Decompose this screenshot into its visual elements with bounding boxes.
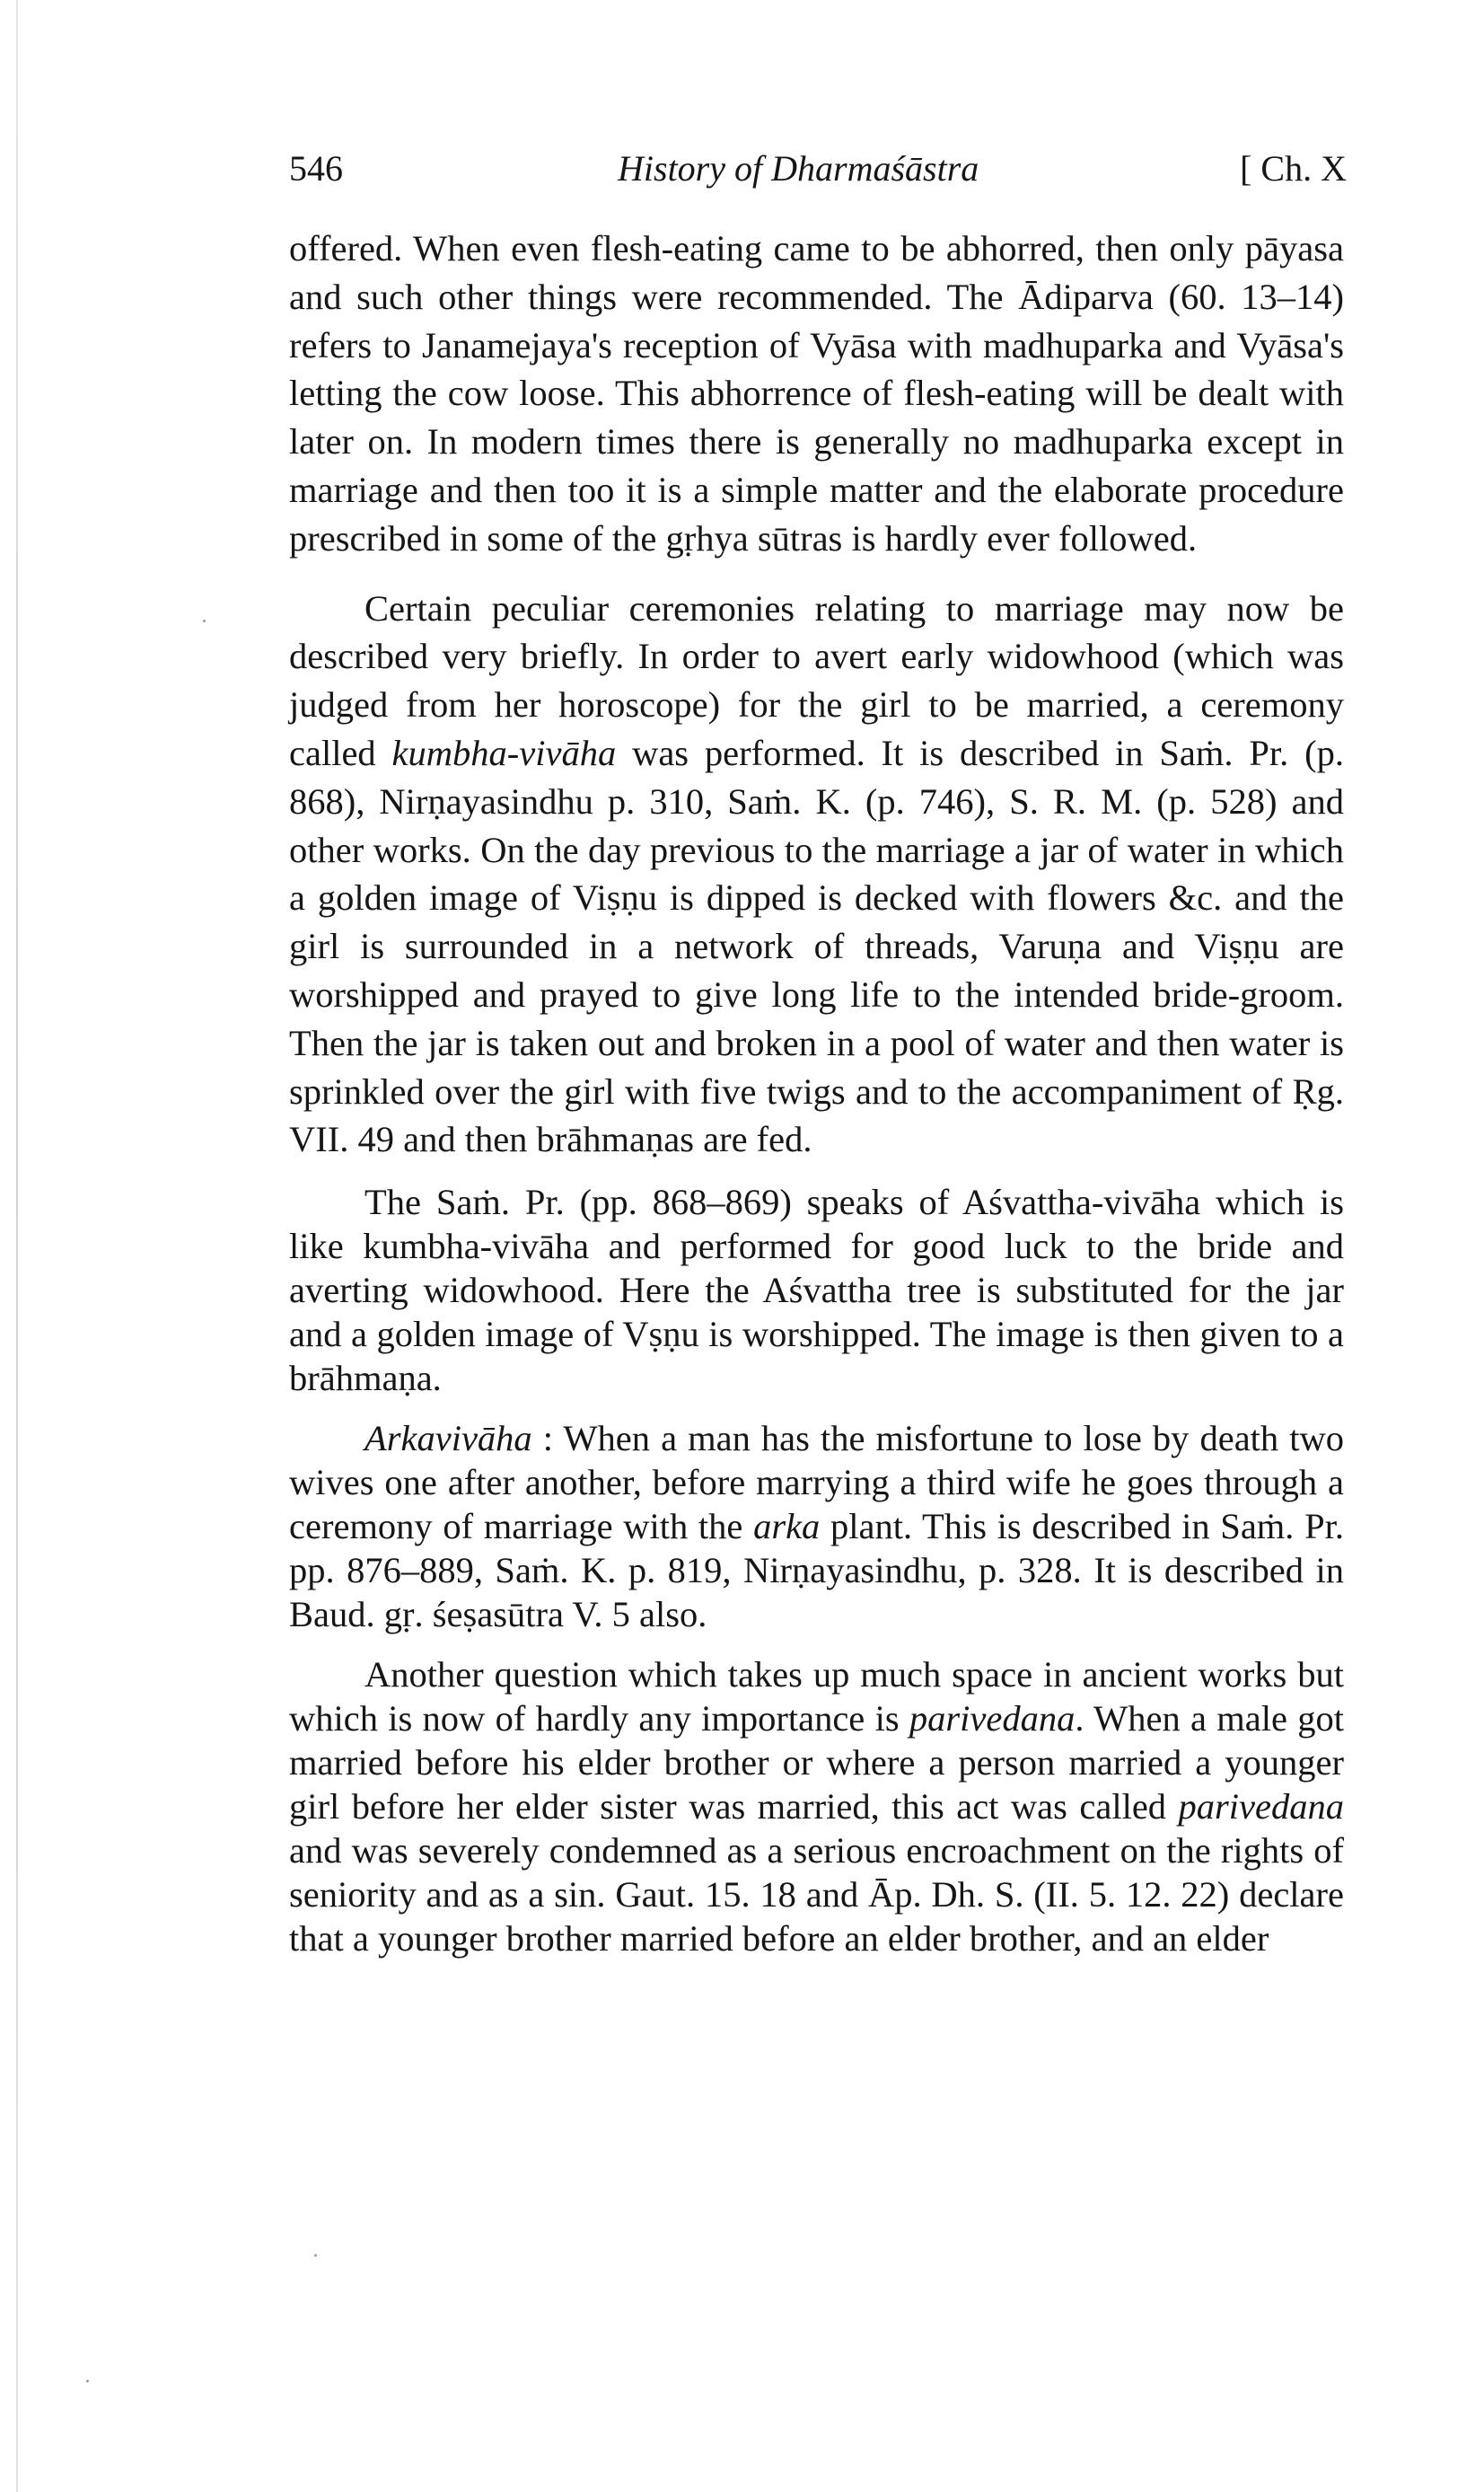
text-segment: Another question which takes up much space in ancient works but which is now of hardly any importance is bbox=[289, 1654, 1344, 1739]
paragraph-madhuparka-continued bbox=[289, 225, 1344, 563]
italic-term: Arkavivāha bbox=[364, 1418, 532, 1459]
scan-speck bbox=[314, 2254, 317, 2257]
scan-speck bbox=[203, 620, 206, 622]
page-number: 546 bbox=[289, 148, 343, 189]
page-body bbox=[289, 225, 1344, 1960]
scan-speck bbox=[86, 2380, 89, 2382]
italic-term: kumbha-vivāha bbox=[391, 732, 617, 773]
italic-term: parivedana bbox=[1178, 1786, 1344, 1827]
text-segment: and was severely condemned as a serious encroachment on the rights of seniority and as a sin. Gaut. 15. 18 and Āp. Dh. S. (II. 5. 12. 22) declare that a younger brother married before an elder brother, and an elder bbox=[289, 1830, 1344, 1959]
paragraph-parivedana bbox=[289, 1652, 1344, 1960]
running-title: History of Dharmaśāstra bbox=[618, 148, 979, 189]
text-segment: The Saṁ. Pr. (pp. 868–869) speaks of Aśvattha-vivāha which is like kumbha-vivāha and performed for good luck to the bride and averting widowhood. Here the Aśvattha tree is substituted for the jar and a golden image of Vṣṇu is worshipped. The image is then given to a brāhmaṇa. bbox=[289, 1182, 1344, 1399]
text-segment: was performed. It is described in Saṁ. Pr. (p. 868), Nirṇayasindhu p. 310, Saṁ. K. (p. 746), S. R. M. (p. 528) and other works. On the day previous to the marriage a jar of water in which a golden image of Viṣṇu is dipped is decked with flowers &c. and the girl is surrounded in a network of threads, Varuṇa and Viṣṇu are worshipped and prayed to give long life to the intended bride-groom. Then the jar is taken out and broken in a pool of water and then water is sprinkled over the girl with five twigs and to the accompaniment of Ṛg. VII. 49 and then brāhmaṇas are fed. bbox=[289, 732, 1344, 1160]
italic-term: arka bbox=[753, 1506, 821, 1547]
page-header bbox=[289, 147, 1366, 201]
text-segment: Certain peculiar ceremonies relating to marriage may now be described very briefly. In order to avert early widowhood (which was judged from her horoscope) for the girl to be married, a ceremony called bbox=[289, 587, 1344, 773]
paragraph-asvattha-vivaha bbox=[289, 1180, 1344, 1400]
text-segment: . When a male got married before his elder brother or where a person married a younger girl before her elder sister was married, this act was called bbox=[289, 1698, 1344, 1827]
text-segment: offered. When even flesh-eating came to be abhorred, then only pāyasa and such other things were recommended. The Ādiparva (60. 13–14) refers to Janamejaya's reception of Vyāsa with madhuparka and Vyāsa's letting the cow loose. This abhorrence of flesh-eating will be dealt with later on. In modern times there is generally no madhuparka except in marriage and then too it is a simple matter and the elaborate procedure prescribed in some of the gṛhya sūtras is hardly ever followed. bbox=[289, 228, 1344, 559]
scan-edge-shadow bbox=[16, 0, 18, 2492]
text-segment: plant. This is described in Saṁ. Pr. pp. 876–889, Saṁ. K. p. 819, Nirṇayasindhu, p. 328. It is described in Baud. gṛ. śeṣasūtra V. 5 also. bbox=[289, 1506, 1344, 1635]
paragraph-kumbha-vivaha bbox=[289, 585, 1344, 1165]
chapter-label: [ Ch. X bbox=[1240, 148, 1347, 189]
italic-term: parivedana bbox=[909, 1698, 1076, 1739]
text-segment: : When a man has the misfortune to lose by death two wives one after another, before marrying a third wife he goes through a ceremony of marriage with the bbox=[289, 1418, 1344, 1547]
paragraph-arkavivaha bbox=[289, 1416, 1344, 1636]
